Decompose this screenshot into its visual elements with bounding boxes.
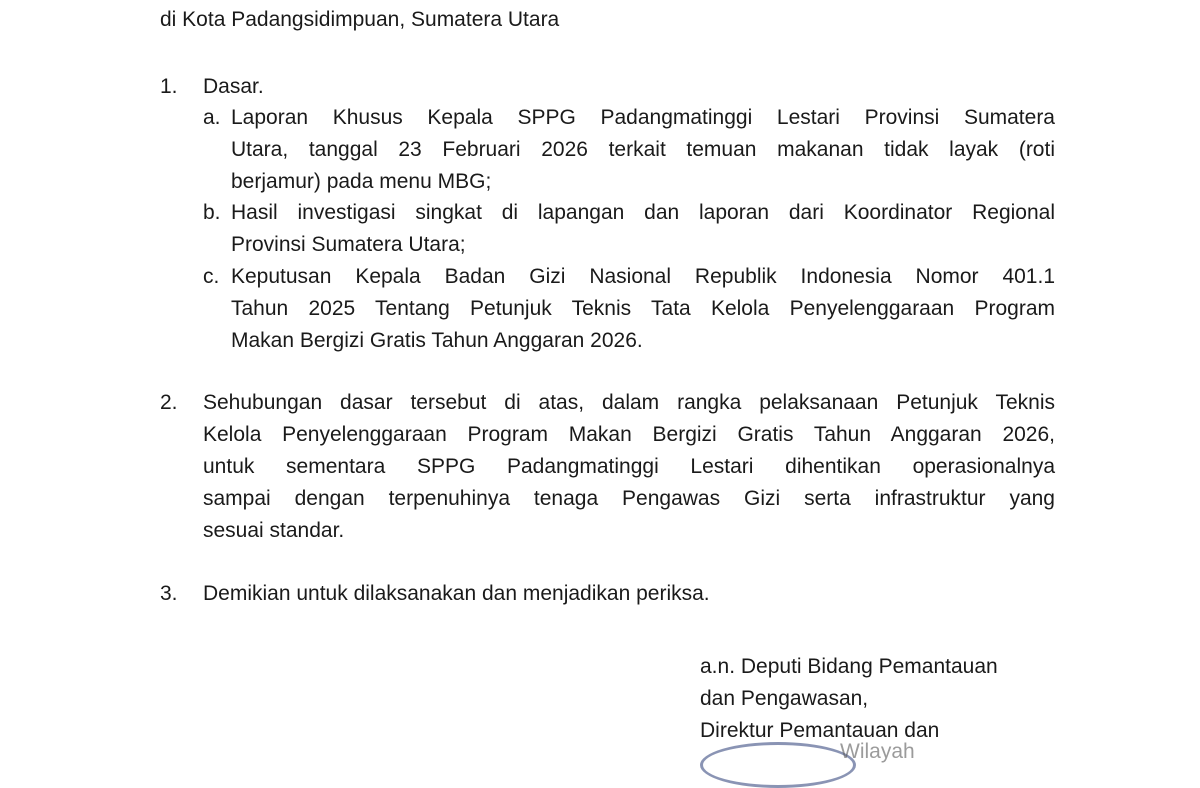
item-c-line-1: Keputusan Kepala Badan Gizi Nasional Republik Indonesia Nomor 401.1: [231, 265, 1055, 288]
item-c-line-2: Tahun 2025 Tentang Petunjuk Teknis Tata Kelola Penyelenggaraan Program: [231, 297, 1055, 320]
item-b-line-2: Provinsi Sumatera Utara;: [231, 233, 466, 256]
section-2-line-1: Sehubungan dasar tersebut di atas, dalam rangka pelaksanaan Petunjuk Teknis: [203, 391, 1055, 414]
section-2-number: 2.: [160, 391, 178, 414]
section-1-title: Dasar.: [203, 75, 264, 98]
item-a-line-1: Laporan Khusus Kepala SPPG Padangmatinggi Lestari Provinsi Sumatera: [231, 106, 1055, 129]
section-3-line-1: Demikian untuk dilaksanakan dan menjadikan periksa.: [203, 582, 710, 605]
signature-line-3: Direktur Pemantauan dan: [700, 719, 940, 742]
item-c-line-3: Makan Bergizi Gratis Tahun Anggaran 2026.: [231, 329, 643, 352]
item-a-letter: a.: [203, 106, 221, 129]
section-2-line-5: sesuai standar.: [203, 519, 345, 542]
recipient-location: di Kota Padangsidimpuan, Sumatera Utara: [160, 8, 560, 31]
section-3-number: 3.: [160, 582, 178, 605]
official-seal-stamp: [700, 742, 856, 788]
item-b-letter: b.: [203, 201, 221, 224]
section-2-line-4: sampai dengan terpenuhinya tenaga Pengawas Gizi serta infrastruktur yang: [203, 487, 1055, 510]
signature-partial-line: Wilayah: [840, 740, 915, 763]
item-a-line-3: berjamur) pada menu MBG;: [231, 170, 492, 193]
signature-line-1: a.n. Deputi Bidang Pemantauan: [700, 655, 998, 678]
section-2-line-2: Kelola Penyelenggaraan Program Makan Bergizi Gratis Tahun Anggaran 2026,: [203, 423, 1055, 446]
signature-line-2: dan Pengawasan,: [700, 687, 869, 710]
section-2-line-3: untuk sementara SPPG Padangmatinggi Lestari dihentikan operasionalnya: [203, 455, 1055, 478]
item-b-line-1: Hasil investigasi singkat di lapangan dan laporan dari Koordinator Regional: [231, 201, 1055, 224]
item-c-letter: c.: [203, 265, 220, 288]
section-1-number: 1.: [160, 75, 178, 98]
item-a-line-2: Utara, tanggal 23 Februari 2026 terkait temuan makanan tidak layak (roti: [231, 138, 1055, 161]
